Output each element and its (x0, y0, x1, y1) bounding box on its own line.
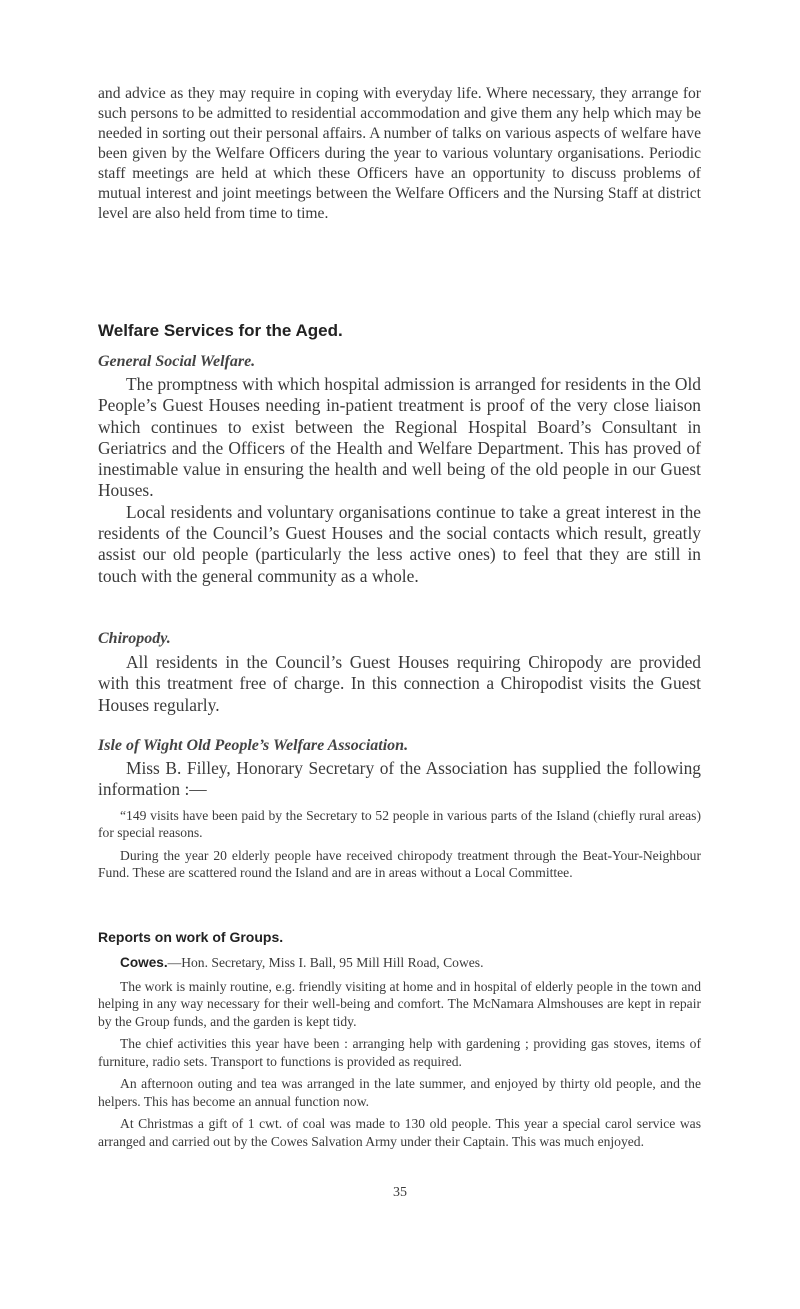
chiropody-block (98, 630, 701, 716)
association-heading: Isle of Wight Old People’s Welfare Association. (98, 737, 409, 754)
general-welfare-heading: General Social Welfare. (98, 353, 256, 370)
groups-block (98, 929, 701, 1150)
page-number: 35 (393, 1185, 407, 1200)
section-heading-block (98, 321, 701, 341)
groups-paragraph-4: At Christmas a gift of 1 cwt. of coal was made to 130 old people. This year a special carol service was arranged and carried out by the Cowes Salvation Army under their Captain. This was much enjoyed. (98, 1116, 701, 1149)
section-heading: Welfare Services for the Aged. (98, 321, 343, 340)
association-block (98, 737, 701, 882)
general-welfare-paragraph-1: The promptness with which hospital admission is arranged for residents in the Old People’s Guest Houses needing in-patient treatment is proof of the very close liaison which continues to exist between the Regional Hospital Board’s Consultant in Geriatrics and the Officers of the Health and Welfare Department. This has proved of inestimable value in ensuring the health and well being of the old people in our Guest Houses. (98, 374, 701, 501)
intro-block (98, 84, 701, 224)
groups-paragraph-1: The work is mainly routine, e.g. friendly visiting at home and in hospital of elderly people in the town and helping in any way necessary for their well-being and comfort. The McNamara Almshouses are kept in repair by the Group funds, and the garden is kept tidy. (98, 978, 701, 1029)
cowes-label: Cowes. (120, 955, 168, 970)
groups-heading: Reports on work of Groups. (98, 929, 284, 945)
groups-paragraph-2: The chief activities this year have been : arranging help with gardening ; providing gas stoves, items of furniture, radio sets. Transport to functions is provided as required. (98, 1036, 701, 1069)
cowes-secretary: —Hon. Secretary, Miss I. Ball, 95 Mill Hill Road, Cowes. (167, 955, 484, 970)
groups-paragraph-3: An afternoon outing and tea was arranged in the late summer, and enjoyed by thirty old people, and the helpers. This has become an annual function now. (98, 1076, 701, 1109)
cowes-line (98, 954, 701, 972)
association-paragraph: Miss B. Filley, Honorary Secretary of the Association has supplied the following information :— (98, 758, 701, 800)
intro-paragraph: and advice as they may require in coping with everyday life. Where necessary, they arrange for such persons to be admitted to residential accommodation and give them any help which may be needed in sorting out their personal affairs. A number of talks on various aspects of welfare have been given by the Welfare Officers during the year to various voluntary organisations. Periodic staff meetings are held at which these Officers have an opportunity to discuss problems of mutual interest and joint meetings between the Welfare Officers and the Nursing Staff at district level are also held from time to time. (98, 85, 701, 222)
general-welfare-paragraph-2: Local residents and voluntary organisations continue to take a great interest in the residents of the Council’s Guest Houses and the social contacts which result, greatly assist our old people (particularly the less active ones) to feel that they are still in touch with the general community as a whole. (98, 501, 701, 586)
association-quote-2: During the year 20 elderly people have received chiropody treatment through the Beat-Your-Neighbour Fund. These are scattered round the Island and are in areas without a Local Committee. (98, 847, 701, 881)
general-welfare-block (98, 353, 701, 587)
chiropody-paragraph: All residents in the Council’s Guest Houses requiring Chiropody are provided with this treatment free of charge. In this connection a Chiropodist visits the Guest Houses regularly. (98, 652, 701, 715)
chiropody-heading: Chiropody. (98, 630, 171, 647)
association-quote-1: “149 visits have been paid by the Secretary to 52 people in various parts of the Island (chiefly rural areas) for special reasons. (98, 807, 701, 841)
